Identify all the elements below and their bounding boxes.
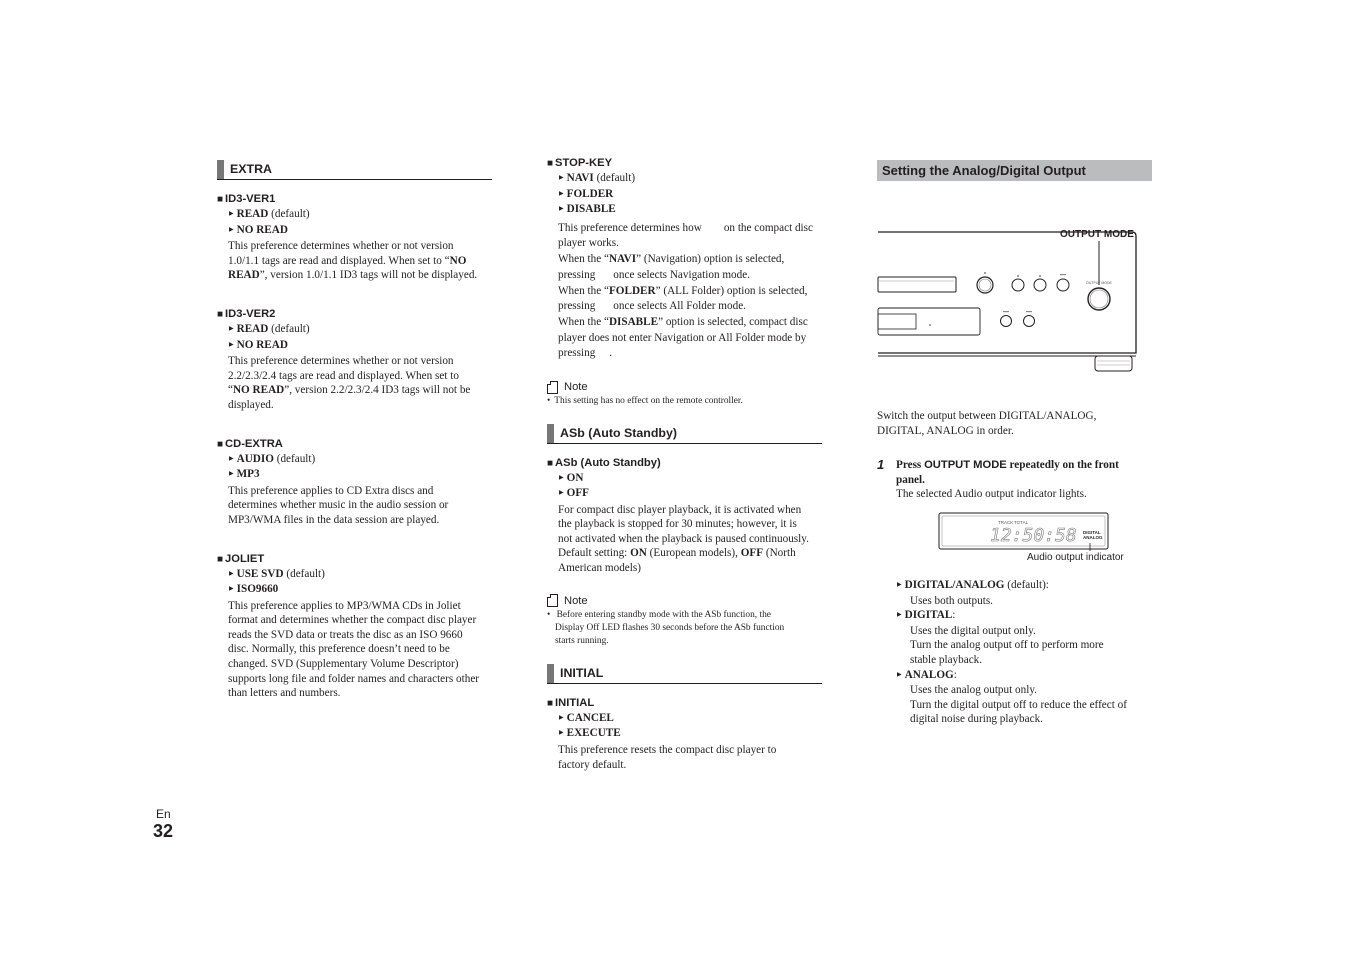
device-illustration (877, 181, 1152, 376)
item-asb (547, 456, 822, 576)
intro-text: Switch the output between DIGITAL/ANALOG, DIGITAL, ANALOG in order. (877, 410, 1097, 437)
item-title: ■ ASb (Auto Standby) (547, 456, 822, 471)
item-title: ■ STOP-KEY (547, 156, 822, 171)
display-label-total: TOTAL (1014, 519, 1029, 525)
section-header-extra: EXTRA (217, 160, 492, 180)
column-left (217, 160, 492, 701)
item-description: This preference determines how on the compact disc player works. When the “NAVI” (Navigation) option is selected, pressing once selects Navigation mode. When the “FOLDER” (ALL Folder) option is selected, pressing once selects All Folder mode. When the “DISABLE” option is selected, compact disc player does not enter Navigation or All Folder mode by pressing . (558, 221, 813, 360)
note-text: • Before entering standby mode with the ASb function, the Display Off LED flashes 30 seconds before the ASb function starts running. (547, 609, 822, 649)
option-disable: ▶ DISABLE (558, 202, 822, 218)
item-title: ■ INITIAL (547, 696, 822, 711)
option-analog: ▶ ANALOG: Uses the analog output only. Turn the digital output off to reduce the effect of digital noise during playback. (907, 668, 1152, 727)
item-id3-ver1 (217, 192, 492, 283)
item-description: For compact disc player playback, it is activated when the playback is stopped for 30 minutes; however, it is not activated when the playback is paused continuously. Default setting: ON (European models), OFF (North American models) (558, 503, 809, 575)
option-no-read: ▶ NO READ (228, 338, 492, 354)
option-iso9660: ▶ ISO9660 (228, 582, 492, 598)
item-title: ■ ID3-VER1 (217, 192, 492, 207)
section-header-output: Setting the Analog/Digital Output (877, 160, 1152, 181)
option-off: ▶ OFF (558, 486, 822, 502)
note-icon (547, 594, 558, 607)
option-audio: ▶ AUDIO (default) (228, 452, 492, 468)
item-title: ■ ID3-VER2 (217, 307, 492, 322)
option-cancel: ▶ CANCEL (558, 711, 822, 727)
item-description: This preference resets the compact disc player to factory default. (558, 744, 777, 771)
note-asb (547, 594, 822, 649)
page-number: 32 (153, 821, 174, 841)
step-instruction: Press OUTPUT MODE repeatedly on the front panel. (896, 459, 1119, 486)
item-cd-extra (217, 437, 492, 528)
item-description: This preference determines whether or not version 2.2/2.3/2.4 tags are read and displayed. When set to “NO READ”, version 2.2/2.3/2.4 ID3 tags will not be displayed. (228, 355, 471, 411)
item-initial (547, 696, 822, 772)
display-label-track: TRACK (998, 519, 1014, 525)
column-right (877, 160, 1152, 727)
display-illustration (896, 508, 1152, 568)
step-result: The selected Audio output indicator lights. (896, 488, 1087, 501)
option-use-svd: ▶ USE SVD (default) (228, 567, 492, 583)
item-description: This preference applies to MP3/WMA CDs in Joliet format and determines whether the compact disc player reads the SVD data or treats the disc as an ISO 9660 disc. Normally, this preference doesn’t need to be changed. SVD (Supplementary Volume Descriptor) supports long file and folder names and characters other than letters and numbers. (228, 599, 480, 700)
option-execute: ▶ EXECUTE (558, 726, 822, 742)
audio-output-indicator-callout: Audio output indicator (1027, 551, 1124, 563)
option-read: ▶ READ (default) (228, 322, 492, 338)
display-digits: 12:50:58 (990, 524, 1077, 546)
option-digital-analog: ▶ DIGITAL/ANALOG (default): Uses both outputs. (907, 578, 1152, 608)
note-label: Note (564, 381, 588, 394)
option-folder: ▶ FOLDER (558, 187, 822, 203)
section-header-initial: INITIAL (547, 664, 822, 684)
item-title: ■ CD-EXTRA (217, 437, 492, 452)
item-joliet (217, 552, 492, 701)
cd-player-front-panel (877, 181, 1152, 376)
item-stop-key (547, 156, 822, 362)
note-stop-key (547, 380, 822, 408)
step-1 (877, 458, 1152, 727)
output-options (896, 578, 1152, 727)
item-id3-ver2 (217, 307, 492, 413)
note-label: Note (564, 594, 588, 607)
step-number: 1 (877, 457, 885, 473)
option-no-read: ▶ NO READ (228, 223, 492, 239)
note-icon (547, 381, 558, 394)
option-read: ▶ READ (default) (228, 207, 492, 223)
item-description: This preference determines whether or not version 1.0/1.1 tags are read and displayed. When set to “NO READ”, version 1.0/1.1 ID3 tags will not be displayed. (228, 240, 478, 282)
column-middle (547, 156, 822, 772)
page-language: En (156, 807, 171, 821)
note-text: • This setting has no effect on the remote controller. (547, 395, 822, 408)
option-mp3: ▶ MP3 (228, 467, 492, 483)
option-digital: ▶ DIGITAL: Uses the digital output only. Turn the analog output off to perform more stable playback. (907, 608, 1152, 667)
item-description: This preference applies to CD Extra discs and determines whether music in the audio session or MP3/WMA files in the data session are played. (228, 484, 449, 526)
option-on: ▶ ON (558, 471, 822, 487)
item-title: ■ JOLIET (217, 552, 492, 567)
output-mode-callout: OUTPUT MODE (1060, 229, 1134, 240)
knob-label: OUTPUT MODE (1086, 281, 1112, 285)
section-header-asb: ASb (Auto Standby) (547, 424, 822, 444)
display-tag-analog: ANALOG (1083, 534, 1103, 540)
display-tag-digital: DIGITAL (1083, 529, 1101, 535)
option-navi: ▶ NAVI (default) (558, 171, 822, 187)
